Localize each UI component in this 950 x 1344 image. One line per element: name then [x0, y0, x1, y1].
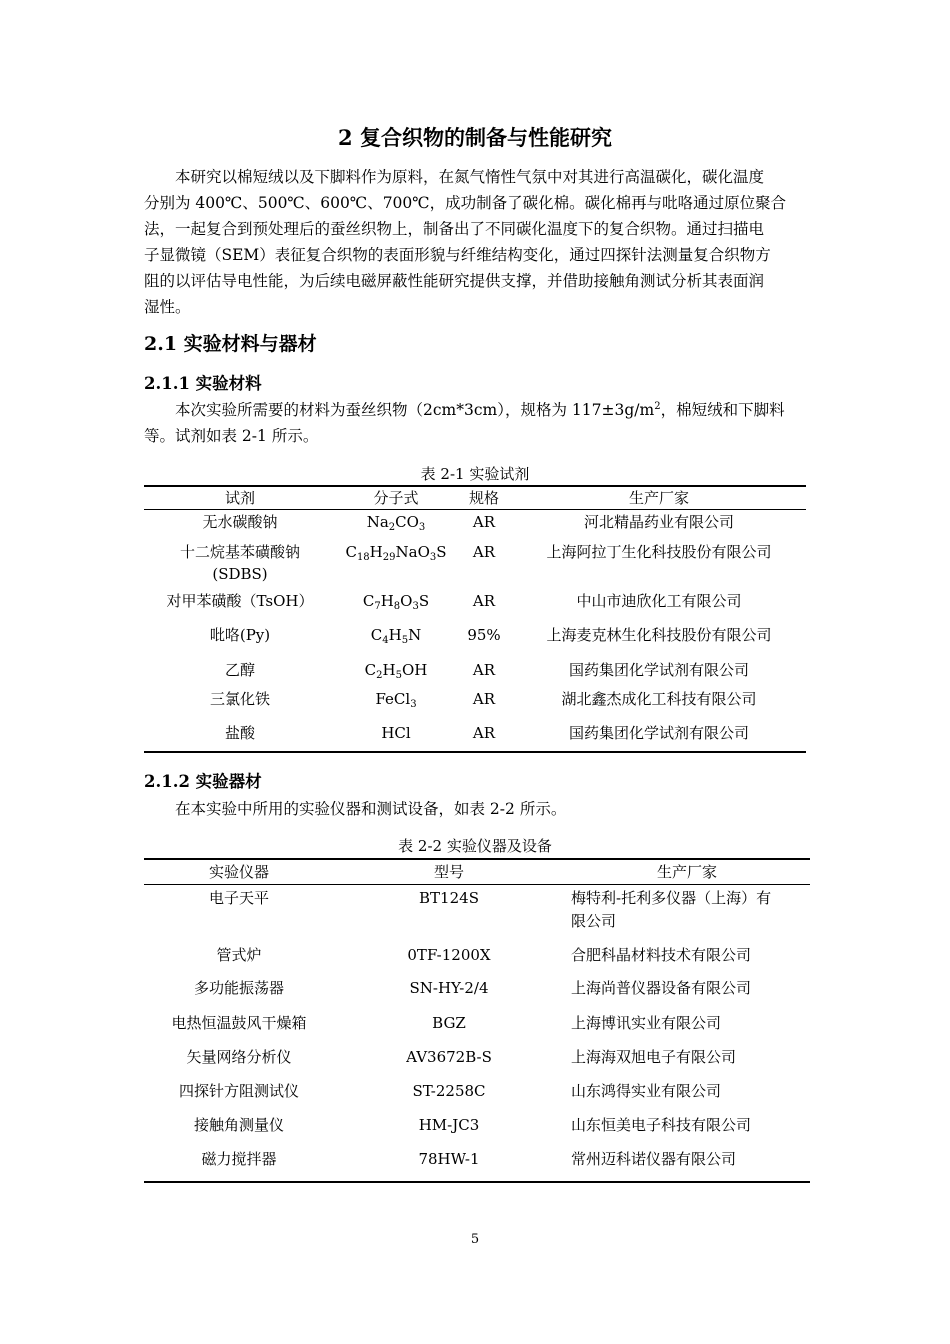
instrument-manufacturer: [571, 944, 806, 967]
table-header-cell: 型号: [433, 863, 464, 881]
instrument-manufacturer: [571, 1148, 806, 1171]
table-2-1-header-rule: [144, 509, 806, 510]
instrument-model: SN-HY-2/4: [409, 979, 489, 997]
instrument-name: 磁力搅拌器: [201, 1150, 277, 1168]
reagent-manufacturer: 河北精晶药业有限公司: [583, 513, 734, 531]
formula-text: Na: [366, 513, 389, 531]
chapter-title: 2 复合织物的制备与性能研究: [338, 125, 612, 150]
reagent-grade: AR: [472, 513, 496, 531]
reagent-name-line: 盐酸: [224, 724, 255, 742]
section-heading-2-1-2: 2.1.2 实验器材: [144, 772, 262, 791]
reagent-name-line: 吡咯(Py): [209, 626, 271, 644]
table-header-cell: 试剂: [224, 489, 255, 507]
table-2-2-caption: 表 2-2 实验仪器及设备: [398, 837, 552, 855]
reagent-name: [144, 624, 336, 646]
intro-line: 湿性。: [144, 298, 191, 316]
equipment-line: 在本实验中所用的实验仪器和测试设备，如表 2-2 所示。: [175, 800, 567, 818]
reagent-name: [144, 511, 336, 533]
reagent-name-line: 十二烷基苯磺酸钠: [179, 543, 300, 561]
formula-subscript: 3: [429, 552, 437, 563]
reagent-grade: AR: [472, 724, 496, 742]
reagent-name-line: (SDBS): [212, 565, 268, 583]
reagent-grade: AR: [472, 690, 496, 708]
formula-subscript: 4: [382, 635, 389, 646]
reagent-formula: [336, 722, 456, 744]
reagent-manufacturer: 国药集团化学试剂有限公司: [568, 661, 749, 679]
instrument-manufacturer: [571, 1046, 806, 1069]
table-header-cell: 规格: [468, 489, 499, 507]
materials-text-a: 本次实验所需要的材料为蚕丝织物（2cm*3cm），规格为 117±3g/m: [175, 401, 655, 419]
formula-text: H: [369, 543, 383, 561]
manufacturer-line: 山东鸿得实业有限公司: [571, 1082, 722, 1100]
manufacturer-line: 上海尚普仪器设备有限公司: [571, 979, 752, 997]
manufacturer-line: 上海博讯实业有限公司: [571, 1014, 722, 1032]
instrument-name: 多功能振荡器: [193, 979, 284, 997]
reagent-name-line: 无水碳酸钠: [202, 513, 278, 531]
formula-text: HCl: [381, 724, 411, 742]
formula-subscript: 18: [356, 552, 370, 563]
intro-paragraph: [144, 164, 808, 320]
table-2-2-top-rule: [144, 858, 810, 860]
table-header-cell: 生产厂家: [628, 489, 689, 507]
table-header-cell: 分子式: [373, 489, 419, 507]
instrument-model: 0TF-1200X: [407, 946, 491, 964]
formula-text: H: [388, 626, 402, 644]
formula-text: C: [345, 543, 357, 561]
page-number: 5: [470, 1232, 480, 1247]
reagent-manufacturer: 上海阿拉丁生化科技股份有限公司: [546, 543, 772, 561]
intro-line: 阻的以评估导电性能，为后续电磁屏蔽性能研究提供支撑，并借助接触角测试分析其表面润: [144, 272, 765, 290]
instrument-manufacturer: [571, 977, 806, 1000]
formula-subscript: 8: [393, 601, 401, 612]
reagent-name: [144, 590, 336, 612]
formula-subscript: 3: [410, 699, 417, 710]
reagent-grade: AR: [472, 592, 496, 610]
reagent-name-line: 对甲苯磺酸（TsOH）: [166, 592, 314, 610]
table-header-cell: 生产厂家: [656, 863, 717, 881]
instrument-manufacturer: [571, 1114, 806, 1137]
intro-line: 法，一起复合到预处理后的蚕丝织物上，制备出了不同碳化温度下的复合织物。通过扫描电: [144, 220, 765, 238]
formula-subscript: 3: [412, 601, 419, 612]
reagent-name-line: 乙醇: [224, 661, 255, 679]
formula-text: OH: [401, 661, 428, 679]
table-2-1-caption: 表 2-1 实验试剂: [420, 465, 530, 483]
formula-text: S: [418, 592, 430, 610]
intro-line: 子显微镜（SEM）表征复合织物的表面形貌与纤维结构变化，通过四探针法测量复合织物方: [144, 246, 771, 264]
table-2-2-bottom-rule: [144, 1181, 810, 1183]
formula-text: H: [382, 661, 396, 679]
reagent-name: [144, 659, 336, 681]
instrument-manufacturer: [571, 1012, 806, 1035]
formula-text: C: [362, 592, 375, 610]
instrument-name: 管式炉: [216, 946, 262, 964]
formula-subscript: 5: [395, 670, 402, 681]
section-heading-2-1-1: 2.1.1 实验材料: [144, 374, 262, 393]
table-header-cell: 实验仪器: [208, 863, 269, 881]
manufacturer-line: 常州迈科诺仪器有限公司: [571, 1150, 737, 1168]
manufacturer-line: 山东恒美电子科技有限公司: [571, 1116, 752, 1134]
instrument-name: 矢量网络分析仪: [186, 1048, 292, 1066]
instrument-name: 电子天平: [208, 889, 269, 907]
reagent-manufacturer: 中山市迪欣化工有限公司: [576, 592, 742, 610]
instrument-model: 78HW-1: [418, 1150, 480, 1168]
table-2-1-bottom-rule: [144, 751, 806, 753]
instrument-name: 四探针方阻测试仪: [178, 1082, 299, 1100]
formula-text: N: [408, 626, 422, 644]
instrument-model: BT124S: [419, 889, 479, 907]
reagent-manufacturer: 国药集团化学试剂有限公司: [568, 724, 749, 742]
instrument-model: AV3672B-S: [406, 1048, 492, 1066]
formula-subscript: 29: [382, 552, 396, 563]
materials-paragraph: [144, 397, 808, 449]
instrument-model: BGZ: [432, 1014, 466, 1032]
instrument-model: ST-2258C: [412, 1082, 486, 1100]
formula-text: FeCl: [375, 690, 411, 708]
reagent-formula: [336, 659, 456, 681]
reagent-formula: [336, 541, 456, 563]
reagent-name-line: 三氯化铁: [209, 690, 270, 708]
reagent-manufacturer: 湖北鑫杰成化工科技有限公司: [561, 690, 757, 708]
formula-text: O: [400, 592, 413, 610]
materials-line: [144, 397, 808, 423]
reagent-grade: 95%: [467, 626, 501, 644]
reagent-manufacturer: 上海麦克林生化科技股份有限公司: [546, 626, 772, 644]
instrument-manufacturer: [571, 887, 806, 933]
reagent-grade: AR: [472, 661, 496, 679]
formula-subscript: 3: [418, 522, 426, 533]
formula-text: H: [380, 592, 394, 610]
intro-line: 本研究以棉短绒以及下脚料作为原料，在氮气惰性气氛中对其进行高温碳化，碳化温度: [175, 168, 765, 186]
reagent-grade: AR: [472, 543, 496, 561]
reagent-formula: [336, 624, 456, 646]
formula-subscript: 7: [374, 601, 381, 612]
manufacturer-line: 限公司: [571, 912, 617, 930]
manufacturer-line: 合肥科晶材料技术有限公司: [571, 946, 752, 964]
instrument-name: 电热恒温鼓风干燥箱: [171, 1014, 307, 1032]
instrument-model: HM-JC3: [418, 1116, 480, 1134]
reagent-formula: [336, 511, 456, 533]
formula-text: S: [436, 543, 447, 561]
equipment-paragraph: [144, 796, 808, 822]
table-2-2-header-rule: [144, 884, 810, 885]
formula-subscript: 5: [401, 635, 409, 646]
materials-text-b: ，棉短绒和下脚料: [660, 401, 785, 419]
formula-text: C: [364, 661, 377, 679]
reagent-name: [144, 541, 336, 585]
unit-superscript: 2: [654, 401, 661, 412]
manufacturer-line: 上海海双旭电子有限公司: [571, 1048, 737, 1066]
reagent-formula: [336, 590, 456, 612]
formula-text: CO: [395, 513, 419, 531]
instrument-name: 接触角测量仪: [193, 1116, 284, 1134]
section-heading-2-1: 2.1 实验材料与器材: [144, 333, 317, 355]
reagent-name: [144, 688, 336, 710]
manufacturer-line: 梅特利-托利多仪器（上海）有: [571, 889, 772, 907]
formula-text: C: [370, 626, 383, 644]
formula-text: NaO: [395, 543, 430, 561]
reagent-name: [144, 722, 336, 744]
formula-subscript: 2: [376, 670, 383, 681]
materials-line: 等。试剂如表 2-1 所示。: [144, 427, 319, 445]
reagent-formula: [336, 688, 456, 710]
intro-line: 分别为 400℃、500℃、600℃、700℃，成功制备了碳化棉。碳化棉再与吡咯通过原位聚合: [144, 194, 787, 212]
formula-subscript: 2: [388, 522, 396, 533]
instrument-manufacturer: [571, 1080, 806, 1103]
